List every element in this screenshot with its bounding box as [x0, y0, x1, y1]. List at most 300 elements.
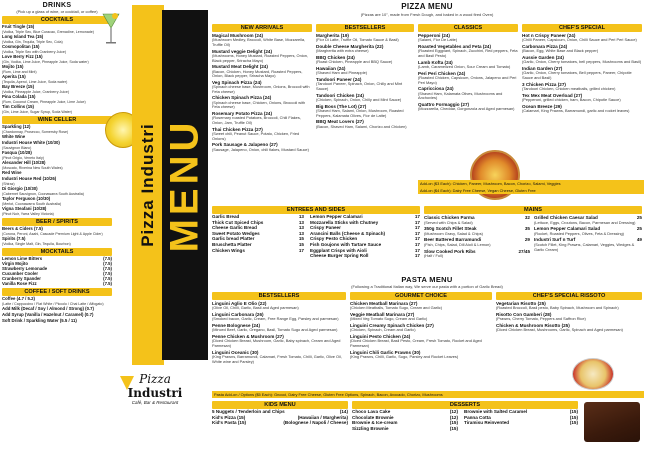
menu-item: [2, 197, 112, 206]
menu-item: [212, 334, 346, 349]
item-name: Penne Chicken & Mushroom (27): [212, 334, 284, 339]
menu-item: [212, 33, 312, 48]
menu-item: [212, 312, 346, 322]
item-desc: (Pinot Grigio, Veneto Italy): [2, 155, 44, 160]
menu-item: [2, 45, 112, 54]
menu-item: [350, 301, 492, 311]
item-name: Grilled Chicken Caesar Salad: [534, 215, 598, 220]
item-name: Industri House White (10/30): [2, 139, 60, 145]
item-desc: (Shaved Ham, Kalamata Olives, Mushrooms and Anchovies): [418, 90, 503, 101]
item-name: BBQ Chicken (24): [316, 55, 355, 60]
item-name: Sizzling Brownie: [352, 425, 389, 431]
menu-item: [496, 323, 642, 333]
item-name: Veg Spinach Pizza (24): [212, 79, 262, 85]
menu-item: [316, 104, 414, 119]
item-name: Ocean Breeze (29): [522, 103, 562, 109]
item-name: 3 Chicken Pizza (27): [522, 81, 566, 87]
mocktails-header: MOCKTAILS: [2, 248, 112, 256]
item-name: Virgin Mojito: [2, 260, 28, 266]
item-desc: (Chardonnay, Prosecco, Somersby Rose): [2, 129, 69, 134]
item-desc: (Olive Oil, Chilli, Garlic, Basil and Aged parmesan): [212, 305, 299, 311]
item-desc: (Sausage, Jalapeno, Onion, chili flakes, Mustard Sauce): [212, 146, 309, 152]
menu-item: [522, 66, 642, 81]
item-desc: (Shaved Ham and Pineapple): [316, 70, 368, 76]
menu-item: [316, 93, 414, 103]
menu-item: [418, 33, 518, 43]
item-desc: (Bacon, Chicken, Honey Mustard, Roasted Peppers, Onion, Black pepper, Sriracha Mayo): [212, 68, 303, 79]
menu-item: [350, 323, 492, 333]
item-name: Cranberry Spander: [2, 276, 41, 282]
menu-item: [316, 119, 414, 129]
drinks-title: DRINKS: [42, 2, 72, 9]
item-name: White Wine: [2, 134, 26, 139]
item-price: (15): [569, 414, 578, 420]
menu-item: [316, 66, 414, 76]
item-name: Pepperoni (24): [418, 33, 450, 38]
item-desc: (Roasted Eggplant, Spinach, Zucchini, Red peppers, Feta and Basil Pesto): [418, 48, 518, 58]
item-name: Lemon Lime Bitters: [2, 255, 43, 261]
item-name: Coffee (4.7 / 5.2): [2, 296, 35, 302]
item-name: Mustard Meat Delight (24): [212, 64, 268, 70]
item-name: 5 Nuggets / Tenderloin and Chips: [212, 409, 285, 414]
menu-row: [352, 426, 458, 432]
classics-header: CLASSICS: [418, 24, 518, 32]
item-desc: (Shaved Ham, Salami, Onion, Mushroom, Roasted Peppers, Kalamata Olives, Fior de Latte): [316, 108, 404, 118]
item-name: Linguini Aglio E Olio (22): [212, 301, 267, 306]
item-name: Cheese Garlic Bread: [212, 225, 257, 231]
coffee-header: COFFEE / SOFT DRINKS: [2, 288, 112, 296]
item-name: Risotto Con Gamberi (28): [496, 312, 552, 317]
pasta-risotto: [496, 292, 642, 333]
menu-item: [534, 226, 642, 236]
item-name: Choco Lava Cake: [352, 409, 391, 414]
item-desc: (Half / Full): [424, 253, 444, 259]
item-name: Chicken & Mushroom Risotto (25): [496, 323, 570, 328]
item-desc: (Roasted Chicken, Capsicum, Onions, Jalapeno and Peri Peri Mayo): [418, 75, 517, 85]
entrees-header: ENTREES AND SIDES: [212, 206, 420, 214]
item-name: Beer Battered Barramundi: [424, 237, 482, 243]
item-name: Peri Peri Chicken (24): [418, 70, 466, 76]
item-desc: (King Prawns, Barramundi, Calamari, Fresh Tomato, Chilli, Garlic, Olive Oil, White wine and Parsley): [212, 354, 342, 364]
menu-item: [2, 177, 112, 186]
item-name: Lemon Pepper Calamari: [310, 214, 363, 219]
item-desc: (Chicken, Spinach, Onion, Chilly and Mint Sauce): [316, 97, 402, 102]
logo-top: Pizza: [139, 372, 171, 386]
item-name: Indian Garden (27): [522, 66, 563, 71]
item-name: Arancini Balls (Cheese & Spinach): [310, 230, 386, 236]
pasta-best-header: BESTSELLERS: [212, 292, 346, 300]
item-name: Crispy Pesto Chicken: [310, 236, 358, 242]
menu-item: [212, 301, 346, 311]
item-name: Panna Cotta: [464, 414, 491, 420]
menu-item: [212, 80, 312, 95]
item-desc: (Chilli Paneer, Capsicum, Onion, Chilli Sauce and Peri Peri Sauce): [522, 37, 637, 43]
item-name: Classic Chicken Parma: [424, 215, 475, 220]
item-name: Hawaiian (24): [316, 66, 346, 71]
item-price: 35: [524, 226, 530, 232]
item-desc: (Rosemary roasted Potatoes, Broccoli, Chili Flakes, Onion, Jam, Truffle Oil): [212, 115, 301, 125]
menu-item: [2, 227, 112, 236]
kids-header: KIDS MENU: [212, 401, 348, 409]
item-name: Taylor Ferguson (10/30): [2, 195, 51, 201]
menu-item: [424, 237, 530, 247]
pizza-best-header: BESTSELLERS: [316, 24, 414, 32]
menu-item: [418, 60, 518, 70]
item-desc: (Latte / Cappuccino / Flat White / Piccolo / Chai Latte / Affogato): [2, 302, 104, 307]
item-name: Linguini Pesto Chicken (24): [350, 334, 411, 339]
wine-list: [2, 125, 112, 216]
item-price: (15): [569, 409, 578, 414]
item-price: (Hawaiian / Margherita): [297, 414, 348, 420]
pizza-title: PIZZA MENU: [401, 2, 453, 11]
item-price: (12): [449, 414, 458, 420]
pasta-subtitle: (Following a Traditional Italian way, We serve our pasta with a portion of Garlic Bread): [351, 284, 503, 289]
pizza-addon-note-2: Add-on ($4 Each): Dairy Free Cheese, Vegan Cheese, Gluten Free: [418, 187, 644, 194]
item-desc: (Smoked bacon, Garlic, Cream, Free Range Egg, Parsley and parmesan): [212, 316, 339, 322]
item-price: (15): [449, 425, 458, 431]
item-price: 17: [298, 247, 304, 253]
new-arrivals-header: NEW ARRIVALS: [212, 24, 312, 32]
wine-header: WINE CELLER: [2, 116, 112, 124]
pizza-bestsellers: [316, 24, 414, 129]
item-name: Industri House Red (10/26): [2, 175, 57, 181]
item-name: Industri Surf n Turf: [534, 237, 576, 243]
item-name: Vegetarian Risotto (25): [496, 301, 546, 306]
menu-item: [2, 35, 112, 44]
item-price: (7.5): [103, 281, 112, 287]
pasta-addon-note: Pasta Add-on / Options ($5 Each): Gnocci, Dairy Free Cheese, Gluten Free Options, Spinach, Bacon, Avocado, Chorizo, Mushrooms: [212, 391, 644, 398]
menu-item: [316, 33, 414, 43]
pasta-photo-icon: [572, 358, 614, 390]
item-desc: (Diced Chicken Breast, Mushroom, Garlic, Baby spinach, Cream and Aged Parmesan): [212, 338, 341, 348]
desserts-section: [352, 401, 578, 431]
item-name: Big Boss (The Lot) (27): [316, 103, 367, 109]
item-desc: (Vodka, Single Malt, Gin, Tequila, Bourbon): [2, 241, 71, 246]
item-desc: (Tequila, Aperol, Lime Juice, Soda water): [2, 79, 68, 84]
item-desc: (Vodka, Triple Sec, Blue Curacao, Grenadine, Lemonade): [2, 29, 94, 34]
item-name: Fish Goujons with Tartare Sauce: [310, 241, 382, 247]
item-desc: (Rum, Lime and Mint): [2, 69, 37, 74]
menu-row: [464, 420, 578, 426]
item-price: (7.5): [103, 260, 112, 266]
item-name: Thai Chicken Pizza (27): [212, 126, 263, 132]
item-price: 15: [298, 236, 304, 242]
item-name: Veggie Meatball Marinara (27): [350, 312, 415, 317]
menu-item: [212, 323, 346, 333]
item-desc: (Garlic, Onion, Cherry tomatoes, bell peppers, Mushrooms and Basil): [522, 59, 642, 65]
item-desc: (Chicken Meatballs, Tomato Sugo, Cream and Garlic): [350, 305, 443, 311]
menu-word: MENU: [162, 118, 207, 252]
menu-item: [424, 215, 530, 225]
item-name: Mojito (15): [2, 64, 24, 69]
brownie-photo-icon: [584, 402, 640, 442]
menu-item: [2, 161, 112, 170]
item-desc: (Moscato, Riverina New South Wales): [2, 165, 63, 170]
menu-item: [2, 125, 112, 134]
item-desc: (Mushroom Medley, Broccoli, White Base, Mozzarella, Truffle Oil): [212, 37, 306, 47]
item-desc: (Spinach cheese base, Chicken, Onions, Broccoli with Feta cheese): [212, 99, 306, 110]
menu-item: [534, 237, 642, 252]
logo: [118, 372, 192, 428]
brand-vertical-text: [131, 10, 165, 360]
item-desc: (Lamb, Caramelized Onion, Sour Cream and Tomato): [418, 64, 511, 69]
item-name: Penne Bolognese (24): [212, 323, 260, 328]
item-desc: (Shiraz): [2, 181, 15, 186]
kids-section: [212, 401, 348, 426]
item-desc: (Fior Di Latte, Truffle Oil, Tomato Sauce & Basil): [316, 37, 399, 43]
coffee-list: [2, 297, 112, 324]
item-name: Strawberry Lemonade: [2, 266, 48, 271]
item-name: Quattro Formaggio (27): [418, 101, 470, 107]
item-price: 25: [636, 226, 642, 232]
item-desc: (Diced Chicken Breast, Mushrooms, Garlic, Spinach and Aged parmesan): [496, 327, 623, 333]
item-desc: (Fish, Chips, Salad, Dill Aioli & Lemon): [424, 241, 491, 247]
menu-item: [424, 249, 530, 259]
item-name: Kid's Pizza (15): [212, 414, 246, 420]
item-desc: (Sauvignon Blanc): [2, 145, 32, 150]
menu-item: [316, 55, 414, 65]
menu-item: [522, 44, 642, 54]
menu-row: [212, 420, 348, 426]
menu-item: [212, 49, 312, 64]
menu-item: [534, 215, 642, 225]
item-desc: (Garlic, Onion, Cherry tomatoes, Bell peppers, Paneer, Chipotle Sauce and Basil): [522, 70, 632, 80]
chef-special-header: CHEF'S SPECIAL: [522, 24, 642, 32]
menu-item: [350, 350, 492, 360]
menu-item: [316, 77, 414, 92]
item-price: 13: [298, 214, 304, 219]
item-name: Sparkling (12): [2, 124, 31, 129]
menu-item: [418, 44, 518, 59]
item-name: Cheese Burger Spring Roll: [310, 253, 369, 259]
item-name: 350g Scotch Fillet Steak: [424, 226, 477, 232]
menu-item: [522, 93, 642, 103]
menu-item: [522, 33, 642, 43]
item-name: Bay Breeze (15): [2, 84, 35, 89]
item-name: Spirits (7.5): [2, 235, 26, 241]
item-desc: (Pinot Noir, Yarra Valley Victoria): [2, 211, 54, 216]
item-desc: (Rum, Coconut Cream, Pineapple Juice, Lime Juice): [2, 99, 86, 104]
item-price: 17: [414, 247, 420, 253]
item-desc: (Vodka, Triple Sec with Cranberry Juice): [2, 49, 67, 54]
menu-item: [496, 312, 642, 322]
item-name: Add Syrup (Vanilla / Hazelnut / Caramel) (0.7): [2, 312, 94, 318]
menu-item: [212, 142, 312, 152]
item-name: Cosmopolitan (15): [2, 44, 40, 49]
item-name: Beers & Ciders (7.5): [2, 225, 43, 231]
item-name: Lemon Pepper Calamari Salad: [534, 226, 601, 232]
item-price: 13: [298, 225, 304, 231]
menu-row: [2, 281, 112, 286]
item-desc: (Diced Chicken Breast, Basil Pesto, Cream, Fresh Tomato, Rocket and Aged Parmesan): [350, 338, 482, 348]
menu-item: [2, 151, 112, 160]
item-name: Alexander Hill (10/28): [2, 159, 46, 165]
menu-item: [212, 64, 312, 79]
menu-item: [2, 297, 112, 306]
item-name: Roasted Vegetables and Feta (24): [418, 44, 492, 49]
item-desc: (Gin, Vodka, Lime Juice, Pineapple Juice, Soda water): [2, 59, 89, 64]
item-name: Linguini Creamy Spinach Chicken (27): [350, 323, 434, 328]
item-name: Double Cheese Margherita (22): [316, 44, 384, 49]
pizza-addon-note-1: Add-on ($3 Each): Chicken, Paneer, Mushroom, Bacon, Chorizo, Salami, Veggies: [418, 180, 644, 187]
item-name: Aussie Garden (24): [522, 55, 564, 60]
item-name: Margherita (19): [316, 33, 349, 38]
drinks-subtitle: (Pick up a glass of wine, or cocktail, or coffee): [16, 9, 98, 14]
item-name: Lamb Kofta (24): [418, 59, 453, 65]
menu-item: [418, 86, 518, 101]
item-price: 29: [524, 237, 530, 243]
item-name: Thick Cut Spiced Chips: [212, 219, 264, 225]
item-name: Brownie & Ice-cream: [352, 420, 398, 426]
item-name: Linguini Chili Garlic Prawns (30): [350, 349, 421, 355]
item-name: Sweet Potato Wedges: [212, 230, 260, 236]
item-name: Red Wine: [2, 169, 22, 175]
item-desc: (Merlot, Coonawarra South Australia): [2, 201, 62, 206]
item-price: 17: [414, 236, 420, 242]
item-name: Garlic bread Platter: [212, 236, 255, 242]
item-name: Fasqua (10/28): [2, 149, 32, 155]
item-name: Pina Colada (15): [2, 94, 36, 99]
mains-section: [424, 206, 642, 259]
item-desc: (King Prawns, Chilli, Garlic, Sugo, Parsley and Rocket Leaves): [350, 354, 459, 359]
item-desc: (Spinach cheese base, Mushroom, Onions, Broccoli with Feta cheese): [212, 84, 310, 94]
item-price: 17: [414, 225, 420, 231]
menu-item: [424, 226, 530, 236]
mains-header: MAINS: [424, 206, 642, 214]
item-name: Eggplant Crisps with Aioli: [310, 247, 367, 253]
item-name: Pork Sausage & Jalapeno (27): [212, 142, 278, 148]
entrees-section: [212, 206, 420, 259]
item-desc: (Salami, Fior De Latte): [418, 37, 458, 43]
item-name: Vanilla Rose Fizz: [2, 281, 37, 287]
item-name: Mozzarella Sticks with Chutney: [310, 219, 379, 225]
cocktails-list: [2, 25, 112, 114]
menu-item: [212, 127, 312, 142]
item-name: Magical Mushroom (24): [212, 33, 264, 38]
item-desc: (Bacon, Shaved Ham, Salami, Chorizo and Chicken): [316, 123, 407, 129]
item-price: (12): [449, 409, 458, 414]
desserts-header: DESSERTS: [352, 401, 578, 409]
item-name: Capricciosa (24): [418, 86, 454, 92]
item-name: Brownie with Salted Caramel: [464, 409, 528, 414]
menu-item: [212, 350, 346, 365]
menu-item: [2, 237, 112, 246]
new-arrivals: [212, 24, 312, 152]
pasta-bestsellers: [212, 292, 346, 364]
item-price: 17: [414, 241, 420, 247]
menu-item: [2, 75, 112, 84]
item-price: (14): [339, 409, 348, 414]
menu-item: [522, 82, 642, 92]
menu-item: [350, 334, 492, 349]
menu-item: [212, 95, 312, 110]
item-name: Fruit Tingle (15): [2, 24, 35, 29]
item-desc: (Gin, Lime Juice, Sugar Syrup, Soda Water): [2, 109, 72, 114]
item-desc: (Corona, Peroni, Asahi, Cascade Premium Light & Apple Cider): [2, 231, 103, 236]
item-price: 17: [414, 230, 420, 236]
item-desc: (Vodka, Pineapple Juice, Cranberry Juice): [2, 89, 70, 94]
menu-item: [418, 71, 518, 86]
item-name: Di Giorgio (10/30): [2, 185, 38, 191]
menu-item: [522, 104, 642, 114]
item-price: 32: [524, 215, 530, 220]
gourmet-header: GOURMET CHOICE: [350, 292, 492, 300]
cocktail-glass-icon: [100, 12, 122, 46]
item-name: Tex Mex Meat Overload (27): [522, 92, 583, 98]
menu-item: [2, 65, 112, 74]
item-price: 49: [636, 237, 642, 243]
item-desc: (Calamari, King Prawns, Barramundi, garlic and rocket leaves): [522, 108, 630, 113]
pizza-classics: [418, 24, 518, 112]
menu-item: [2, 207, 112, 216]
item-name: Rosemary Potato Pizza (24): [212, 110, 272, 116]
menu-item: [2, 319, 112, 324]
item-desc: (Chicken, Spinach, Cream and Garlic): [350, 327, 416, 333]
menu-item: [496, 301, 642, 311]
menu-item: [2, 141, 112, 150]
pasta-gourmet: [350, 292, 492, 360]
item-price: 13: [298, 230, 304, 236]
item-name: BBQ Meat Lovers (27): [316, 119, 364, 125]
menu-item: [522, 55, 642, 65]
item-name: Crispy Paneer: [310, 225, 341, 231]
menu-item: [418, 102, 518, 112]
item-name: Tiramisu Reinvented: [464, 420, 510, 426]
item-name: Chicken Wings: [212, 247, 245, 253]
item-price: (7.5): [103, 255, 112, 261]
drinks-section: [2, 2, 112, 324]
item-desc: (Served with Chips & Salad): [424, 219, 473, 225]
logo-sub: Café, Bar & Restaurant: [131, 400, 179, 405]
item-name: Aperita (15): [2, 74, 26, 79]
pasta-title: PASTA MENU: [401, 275, 453, 284]
menu-big-word: [162, 10, 208, 360]
pizza-subtitle: (Pizzas are 10", made from Fresh Dough, and baked in a wood fired Oven): [360, 12, 494, 17]
item-name: Cucumber Cooler: [2, 271, 39, 277]
item-name: Carbonara Pizza (24): [522, 44, 568, 49]
item-price: (7.5): [103, 266, 112, 271]
menu-item: [2, 95, 112, 104]
item-price: 15: [298, 241, 304, 247]
item-name: Tandoori Paneer (24): [316, 77, 362, 82]
item-name: Linguini Carbonara (26): [212, 312, 264, 317]
menu-item: [2, 85, 112, 94]
menu-item: [2, 25, 112, 34]
menu-row: [212, 248, 304, 254]
item-desc: (Tandoori Chicken, Chicken meatballs, grilled chicken): [522, 86, 616, 91]
item-price: (Bolognese / Napoli / Cheese): [283, 420, 348, 426]
logo-main: Industri: [127, 386, 183, 400]
menu-row: [310, 253, 420, 259]
pizza-slice-icon: [120, 376, 134, 390]
item-desc: (Lettuce, Eggs, Croutons, Bacon, Parmesan and Dressing): [534, 219, 636, 225]
item-desc: (Roasted Broccoli, Basil pesto, Baby Spinach, Mushroom and Spinach): [496, 305, 619, 311]
item-price: (15): [449, 420, 458, 426]
item-name: Linguini Oceanic (30): [212, 349, 259, 355]
item-desc: (Mushroom Gravy, Salad & Chips): [424, 230, 483, 236]
item-desc: (Tandoori Paneer, Spinach, Onion, Chilly and Mint Sauce): [316, 81, 403, 91]
item-name: Bruschetta Platter: [212, 241, 252, 247]
item-name: Hot n Crispy Paneer (24): [522, 33, 576, 38]
item-desc: (Scotch Fillet, King Prawns, Calamari, Veggies, Wedges & Garlic Cream): [534, 241, 635, 252]
item-price: (7.5): [103, 276, 112, 282]
menu-item: [2, 55, 112, 64]
item-price: (15): [569, 420, 578, 426]
item-name: Chocolate Brownie: [352, 414, 394, 420]
item-name: Tandoori Chicken (24): [316, 92, 364, 98]
item-price: 17: [414, 214, 420, 219]
item-desc: (Bacon, Egg, White Base and Black pepper): [522, 48, 599, 54]
